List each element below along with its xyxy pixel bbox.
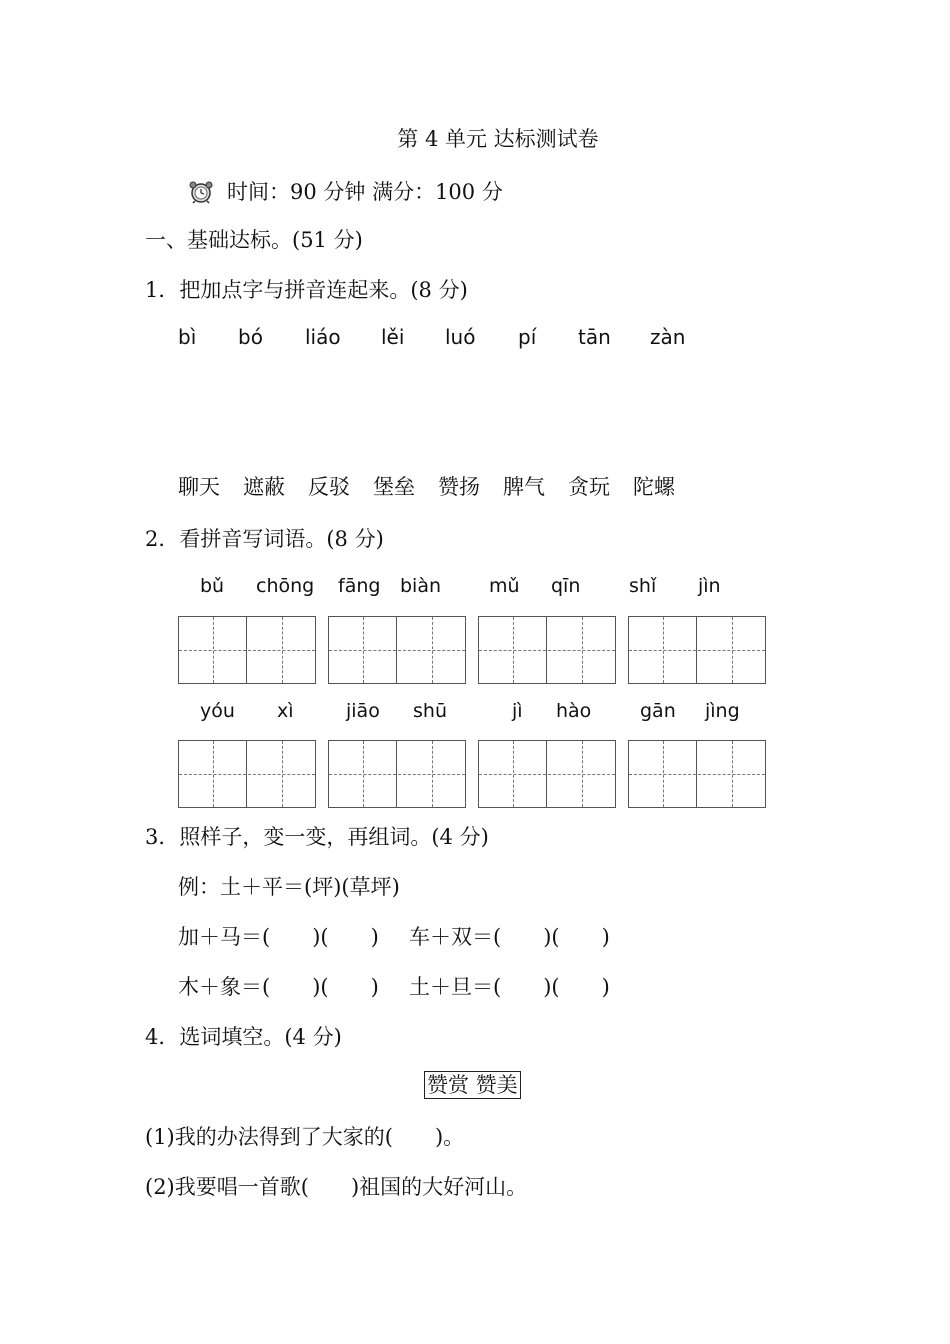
q1-word: 堡垒: [373, 475, 415, 499]
q3-item[interactable]: 土＋旦＝( )( ): [409, 975, 610, 999]
q3-item[interactable]: 加＋马＝( )( ): [178, 925, 379, 949]
q2-pinyin: hào: [556, 700, 592, 722]
writing-grid[interactable]: [628, 740, 766, 808]
q1-word: 反驳: [308, 475, 350, 499]
section1-heading: 一、基础达标。(51 分): [145, 228, 363, 252]
q4-choices-box: 赞赏 赞美: [424, 1071, 521, 1099]
q2-pinyin: mǔ: [489, 575, 520, 597]
writing-grid[interactable]: [328, 740, 466, 808]
q1-pinyin: bì: [178, 325, 197, 349]
q2-pinyin: biàn: [400, 575, 442, 597]
q1-pinyin-row: [178, 327, 685, 347]
q1-pinyin: pí: [518, 325, 537, 349]
q1-word: 赞扬: [438, 475, 480, 499]
q1-pinyin: tān: [578, 325, 611, 349]
q2-pinyin: fāng: [338, 575, 381, 597]
writing-grid[interactable]: [178, 740, 316, 808]
q3-item[interactable]: 木＋象＝( )( ): [178, 975, 379, 999]
alarm-clock-icon: [187, 180, 215, 204]
q2-pinyin: jì: [512, 700, 523, 722]
q4-label: 4．选词填空。(4 分): [145, 1025, 342, 1049]
q2-pinyin: jiāo: [346, 700, 380, 722]
time-info-row: [187, 180, 503, 204]
time-score-text: 时间：90 分钟 满分：100 分: [227, 179, 503, 204]
q4-sentence[interactable]: (1)我的办法得到了大家的( )。: [145, 1125, 465, 1149]
q2-pinyin: jìn: [698, 575, 721, 597]
q1-word: 贪玩: [568, 475, 610, 499]
q2-pinyin: jìng: [705, 700, 740, 722]
q1-word-row: [178, 477, 698, 498]
q2-pinyin: shū: [413, 700, 447, 722]
q2-pinyin: bǔ: [200, 575, 225, 597]
writing-grid[interactable]: [628, 616, 766, 684]
q1-pinyin: luó: [445, 325, 476, 349]
writing-grid[interactable]: [178, 616, 316, 684]
q1-pinyin: liáo: [305, 325, 341, 349]
q1-word: 遮蔽: [243, 475, 285, 499]
q1-pinyin: lěi: [381, 325, 405, 349]
q1-word: 聊天: [178, 475, 220, 499]
writing-grid[interactable]: [478, 616, 616, 684]
q4-sentence[interactable]: (2)我要唱一首歌( )祖国的大好河山。: [145, 1175, 528, 1199]
page-title: 第 4 单元 达标测试卷: [397, 127, 599, 151]
q2-label: 2．看拼音写词语。(8 分): [145, 527, 384, 551]
q1-pinyin: bó: [238, 325, 263, 349]
q3-label: 3．照样子，变一变，再组词。(4 分): [145, 825, 489, 849]
q1-word: 陀螺: [633, 475, 675, 499]
q3-item[interactable]: 车＋双＝( )( ): [409, 925, 610, 949]
q2-pinyin: yóu: [200, 700, 235, 722]
q1-pinyin: zàn: [650, 325, 686, 349]
q2-pinyin: chōng: [256, 575, 315, 597]
q2-pinyin: shǐ: [629, 575, 657, 597]
q1-word: 脾气: [503, 475, 545, 499]
writing-grid[interactable]: [478, 740, 616, 808]
q1-label: 1．把加点字与拼音连起来。(8 分): [145, 278, 468, 302]
q2-pinyin: xì: [277, 700, 294, 722]
writing-grid[interactable]: [328, 616, 466, 684]
q2-pinyin: qīn: [551, 575, 581, 597]
q2-pinyin: gān: [640, 700, 676, 722]
q3-example: 例：土＋平＝(坪)(草坪): [178, 875, 400, 899]
q4-word-choices: [424, 1075, 521, 1096]
